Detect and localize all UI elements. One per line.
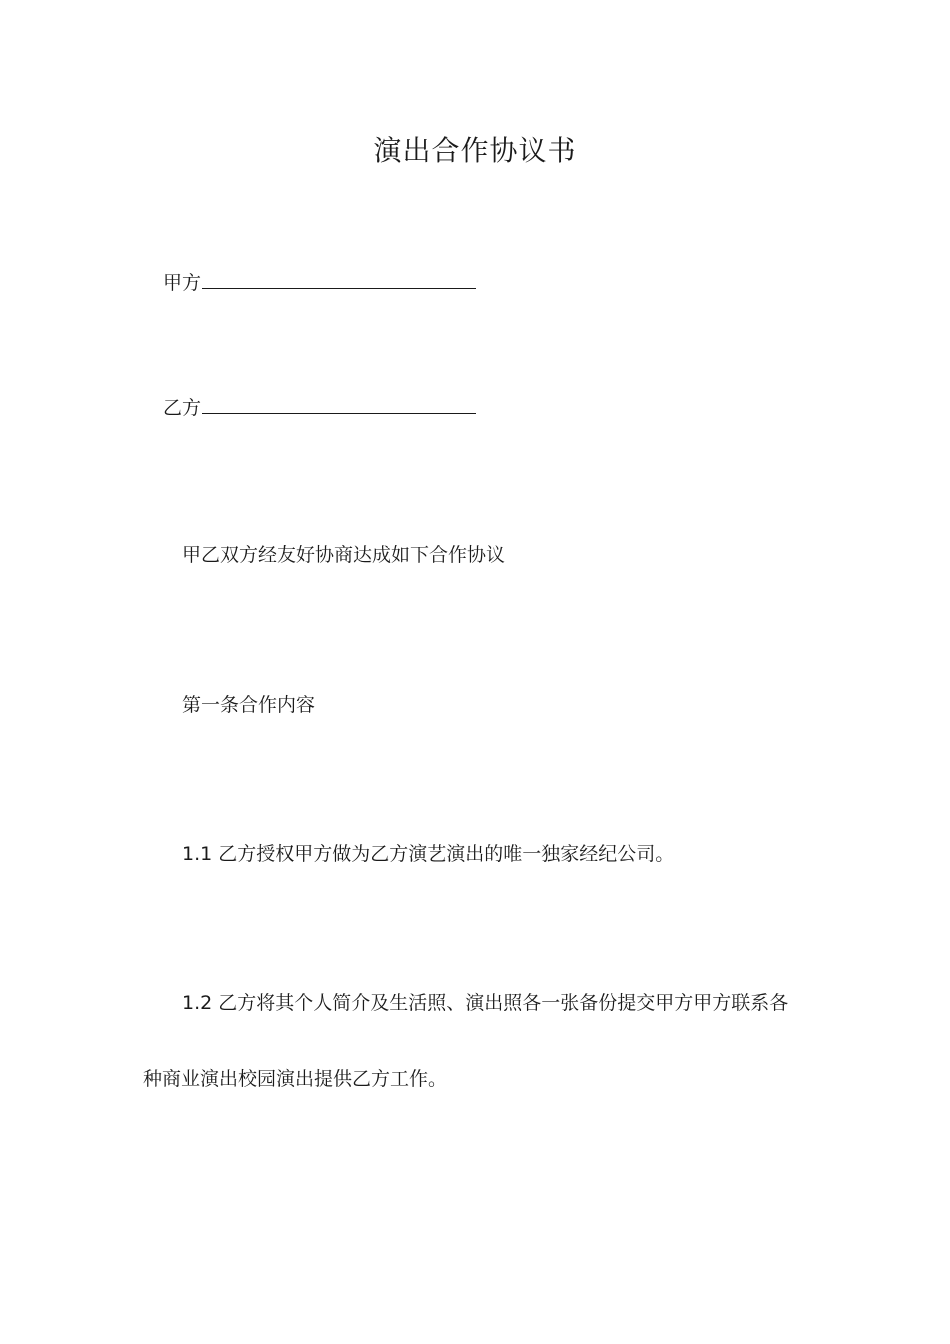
party-b-blank: [202, 393, 476, 414]
party-a-blank: [202, 268, 476, 289]
article-1-heading: 第一条合作内容: [182, 694, 316, 716]
clause-1-2-line-1: 1.2 乙方将其个人简介及生活照、演出照各一张备份提交甲方甲方联系各: [182, 992, 789, 1014]
document-title: 演出合作协议书: [373, 134, 577, 167]
clause-1-2-line-2: 种商业演出校园演出提供乙方工作。: [143, 1068, 448, 1090]
party-a-line: [163, 268, 476, 297]
party-b-label: 乙方: [163, 397, 202, 419]
intro-paragraph: 甲乙双方经友好协商达成如下合作协议: [182, 544, 506, 566]
party-a-label: 甲方: [163, 272, 202, 294]
clause-1-1: 1.1 乙方授权甲方做为乙方演艺演出的唯一独家经纪公司。: [182, 843, 675, 865]
party-b-line: [163, 393, 476, 422]
